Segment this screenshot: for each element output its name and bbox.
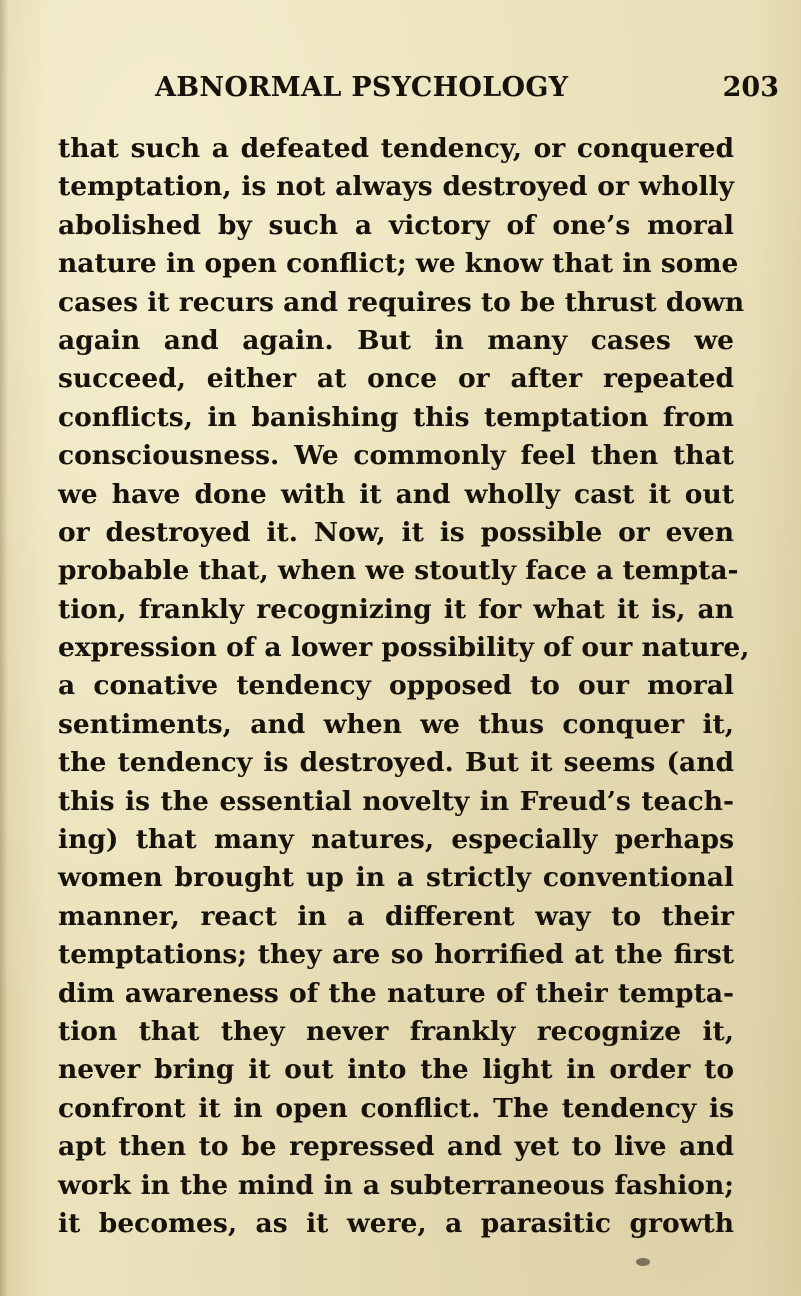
text-line: ing) that many natures, especially perhaps — [58, 824, 734, 856]
page-edge-shadow — [0, 0, 8, 1296]
text-line: confront it in open conflict. The tendency is — [58, 1092, 734, 1124]
text-line: women brought up in a strictly conventional — [58, 862, 734, 894]
text-line: nature in open conflict; we know that in some — [58, 248, 739, 280]
text-line: it becomes, as it were, a parasitic growth — [58, 1207, 734, 1239]
ink-smudge — [636, 1258, 650, 1266]
text-line: apt then to be repressed and yet to live and — [58, 1131, 734, 1163]
text-line: temptations; they are so horrified at the first — [58, 939, 734, 971]
text-line: succeed, either at once or after repeated — [58, 363, 734, 395]
text-line: that such a defeated tendency, or conquered — [58, 133, 734, 164]
text-line: work in the mind in a subterraneous fashion; — [58, 1169, 734, 1201]
text-line: or destroyed it. Now, it is possible or even — [58, 516, 734, 548]
text-line: we have done with it and wholly cast it out — [58, 478, 734, 510]
running-title: ABNORMAL PSYCHOLOGY — [155, 72, 569, 103]
text-line: a conative tendency opposed to our moral — [58, 670, 734, 702]
text-line: consciousness. We commonly feel then that — [58, 440, 734, 472]
text-line: never bring it out into the light in order to — [58, 1054, 734, 1086]
text-line: conflicts, in banishing this temptation from — [58, 401, 734, 433]
text-line: dim awareness of the nature of their tempta- — [58, 977, 734, 1009]
text-line: temptation, is not always destroyed or wholly — [58, 171, 734, 203]
body-text — [58, 130, 750, 1243]
text-line: expression of a lower possibility of our nature, — [58, 632, 750, 664]
running-head — [0, 72, 801, 112]
text-line: sentiments, and when we thus conquer it, — [58, 708, 734, 740]
text-line: cases it recurs and requires to be thrust down — [58, 286, 745, 318]
page-number: 203 — [722, 72, 779, 103]
text-line: tion that they never frankly recognize it, — [58, 1015, 734, 1047]
text-line: tion, frankly recognizing it for what it is, an — [58, 593, 734, 625]
text-line: manner, react in a different way to their — [58, 900, 734, 932]
text-line: again and again. But in many cases we — [58, 324, 734, 356]
text-line: probable that, when we stoutly face a tempta- — [58, 555, 739, 587]
text-line: the tendency is destroyed. But it seems (and — [58, 747, 734, 779]
text-line: this is the essential novelty in Freud’s teach- — [58, 785, 734, 817]
text-line: abolished by such a victory of one’s moral — [58, 209, 734, 241]
